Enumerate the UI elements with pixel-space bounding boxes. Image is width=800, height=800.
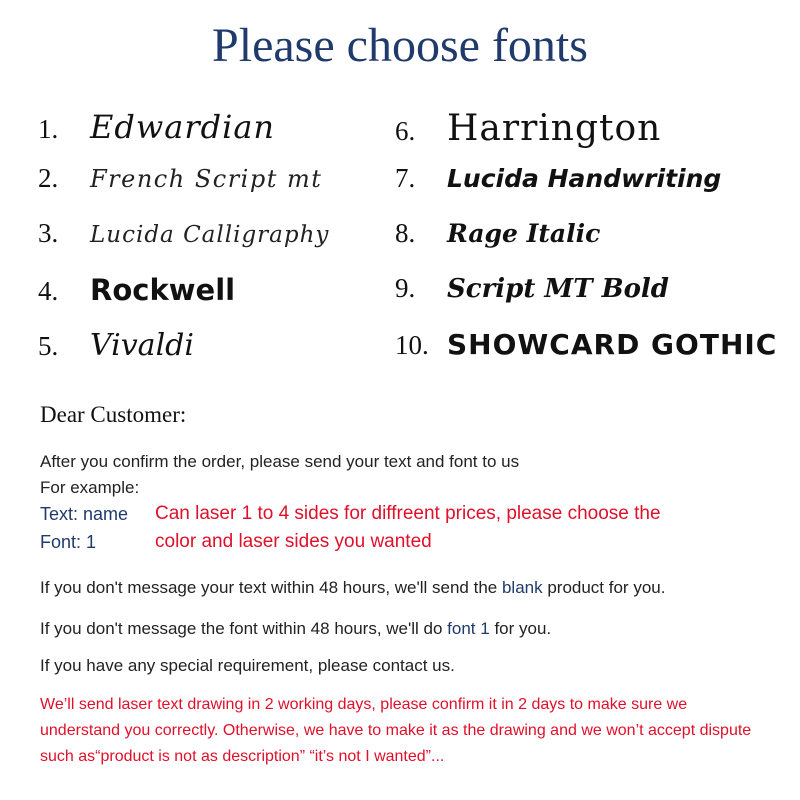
font-sample-french-script: French Script mt: [90, 165, 323, 193]
font-option-10: [395, 328, 777, 384]
drawing-confirmation-notice: We’ll send laser text drawing in 2 working days, please confirm it in 2 days to make sure we understand you correctly. Otherwise, we have to make it as the drawing and we won’t accept dispute such as“product is not as description” “it’s not I wanted”...: [40, 696, 752, 765]
font-option-3: [38, 218, 329, 274]
font-sample-lucida-calligraphy: Lucida Calligraphy: [90, 222, 330, 248]
font-number: 1.: [38, 114, 59, 144]
font-sample-harrington: Harrington: [447, 108, 662, 149]
font-number: 8.: [395, 218, 416, 248]
font-sample-rage-italic: Rage Italic: [447, 219, 601, 248]
font-number: 6.: [395, 116, 416, 146]
greeting: Dear Customer:: [40, 402, 187, 427]
text-deadline-before: If you don't message your text within 48 hours, we'll send the: [40, 578, 502, 597]
example-heading: For example:: [40, 478, 140, 497]
font-option-9: [395, 273, 669, 329]
font-number: 2.: [38, 163, 59, 193]
blank-highlight: blank: [501, 578, 543, 597]
font-sample-script-mt-bold: Script MT Bold: [447, 274, 669, 304]
laser-sides-note-line2: color and laser sides you wanted: [155, 531, 432, 552]
font-option-2: [38, 163, 322, 219]
font-option-1: [38, 108, 275, 164]
font-number: 7.: [395, 163, 416, 193]
font-deadline-before: If you don't message the font within 48 hours, we'll do: [40, 619, 448, 638]
special-requirement-message: If you have any special requirement, please contact us.: [40, 656, 455, 675]
font-deadline-message: [40, 619, 551, 639]
font-number: 4.: [38, 276, 59, 306]
font-deadline-after: for you.: [489, 619, 552, 638]
font-number: 5.: [38, 331, 59, 361]
font-option-4: [38, 273, 235, 329]
intro-line: After you confirm the order, please send your text and font to us: [40, 452, 520, 471]
font-number: 9.: [395, 273, 416, 303]
font-sample-showcard-gothic: SHOWCARD GOTHIC: [447, 328, 778, 361]
font-sample-edwardian: Edwardian: [90, 108, 276, 146]
font1-highlight: font 1: [447, 619, 490, 638]
font-option-6: [395, 108, 661, 164]
text-deadline-after: product for you.: [542, 578, 666, 597]
example-text-label: Text: name: [40, 504, 129, 524]
font-option-8: [395, 218, 600, 274]
font-number: 3.: [38, 218, 59, 248]
text-deadline-message: [40, 578, 665, 598]
font-number: 10.: [395, 330, 429, 360]
example-font-label: Font: 1: [40, 532, 97, 552]
page-title: Please choose fonts: [212, 19, 588, 72]
font-option-5: [38, 328, 194, 384]
font-sample-rockwell: Rockwell: [90, 273, 236, 307]
font-option-7: [395, 163, 721, 219]
font-sample-vivaldi: Vivaldi: [90, 328, 194, 363]
font-sample-lucida-handwriting: Lucida Handwriting: [447, 164, 722, 193]
laser-sides-note-line1: Can laser 1 to 4 sides for diffreent prices, please choose the: [155, 503, 661, 524]
